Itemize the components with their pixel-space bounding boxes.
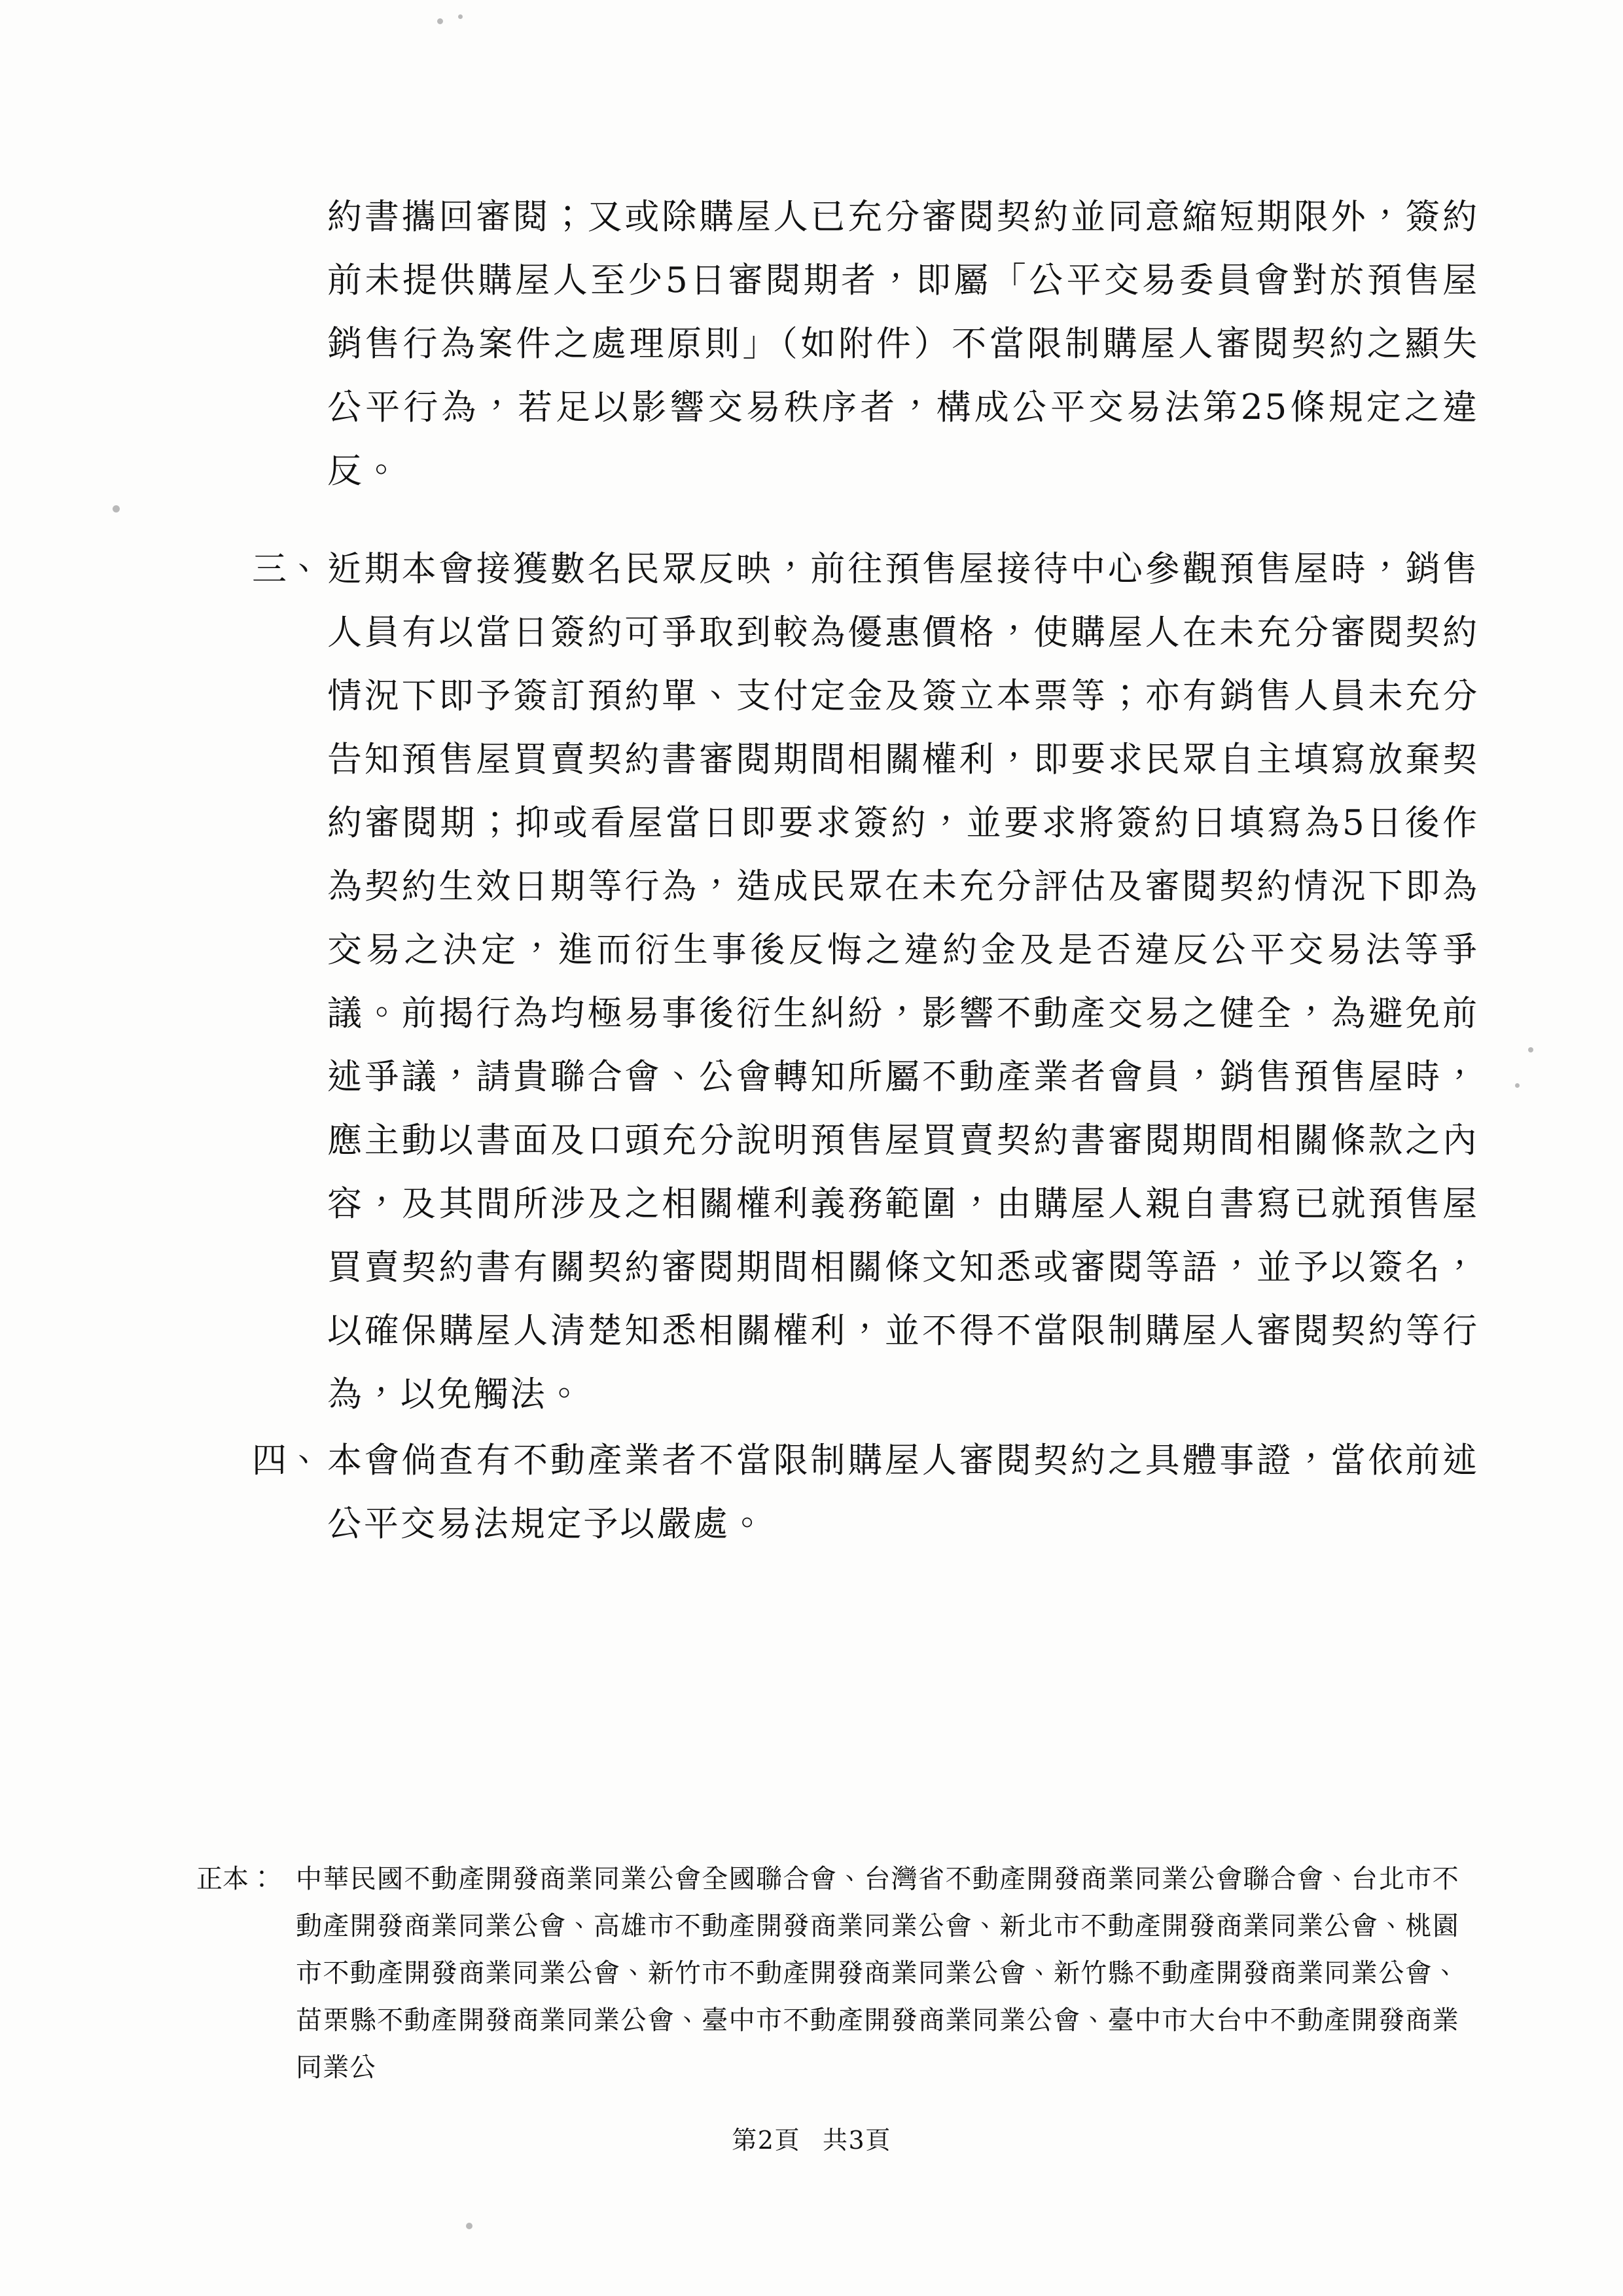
scan-speck — [113, 505, 120, 512]
continuation-paragraph: 約書攜回審閱；又或除購屋人已充分審閱契約並同意縮短期限外，簽約前未提供購屋人至少5日審閱期者，即屬「公平交易委員會對於預售屋銷售行為案件之處理原則」（如附件）不當限制購屋人審閱契約之顯失公平行為，若足以影響交易秩序者，構成公平交易法第25條規定之違反。 — [327, 197, 1479, 491]
distribution-recipients: 中華民國不動產開發商業同業公會全國聯合會、台灣省不動產開發商業同業公會聯合會、台北市不動產開發商業同業公會、高雄市不動產開發商業同業公會、新北市不動產開發商業同業公會、桃園市不動產開發商業同業公會、新竹市不動產開發商業同業公會、新竹縣不動產開發商業同業公會、苗栗縣不動產開發商業同業公會、臺中市不動產開發商業同業公會、臺中市大台中不動產開發商業同業公 — [296, 1864, 1459, 2083]
clause-text-3: 近期本會接獲數名民眾反映，前往預售屋接待中心參觀預售屋時，銷售人員有以當日簽約可爭取到較為優惠價格，使購屋人在未充分審閱契約情況下即予簽訂預約單、支付定金及簽立本票等；亦有銷售人員未充分告知預售屋買賣契約書審閱期間相關權利，即要求民眾自主填寫放棄契約審閱期；抑或看屋當日即要求簽約，並要求將簽約日填寫為5日後作為契約生效日期等行為，造成民眾在未充分評估及審閱契約情況下即為交易之決定，進而衍生事後反悔之違約金及是否違反公平交易法等爭議。前揭行為均極易事後衍生糾紛，影響不動產交易之健全，為避免前述爭議，請貴聯合會、公會轉知所屬不動產業者會員，銷售預售屋時，應主動以書面及口頭充分說明預售屋買賣契約書審閱期間相關條款之內容，及其間所涉及之相關權利義務範圍，由購屋人親自書寫已就預售屋買賣契約書有關契約審閱期間相關條文知悉或審閱等語，並予以簽名，以確保購屋人清楚知悉相關權利，並不得不當限制購屋人審閱契約等行為，以免觸法。 — [327, 549, 1479, 1414]
scan-speck — [466, 2223, 473, 2229]
page-total-label: 共3頁 — [823, 2126, 891, 2155]
scan-speck — [1528, 1047, 1533, 1052]
page-number-label: 第2頁 — [732, 2126, 800, 2155]
scan-speck — [458, 14, 463, 19]
clause-item-3 — [196, 537, 1479, 1426]
document-body — [196, 151, 1479, 1558]
clause-text-4: 本會倘查有不動產業者不當限制購屋人審閱契約之具體事證，當依前述公平交易法規定予以嚴處。 — [327, 1441, 1479, 1544]
clause-item-4 — [196, 1429, 1479, 1556]
clause-marker-4: 四、 — [252, 1441, 323, 1480]
page-footer — [0, 2123, 1623, 2158]
scan-speck — [1515, 1083, 1520, 1088]
distribution-block — [196, 1856, 1459, 2091]
clause-marker-3: 三、 — [252, 549, 323, 589]
scan-speck — [437, 18, 443, 24]
distribution-label: 正本： — [196, 1864, 275, 1894]
